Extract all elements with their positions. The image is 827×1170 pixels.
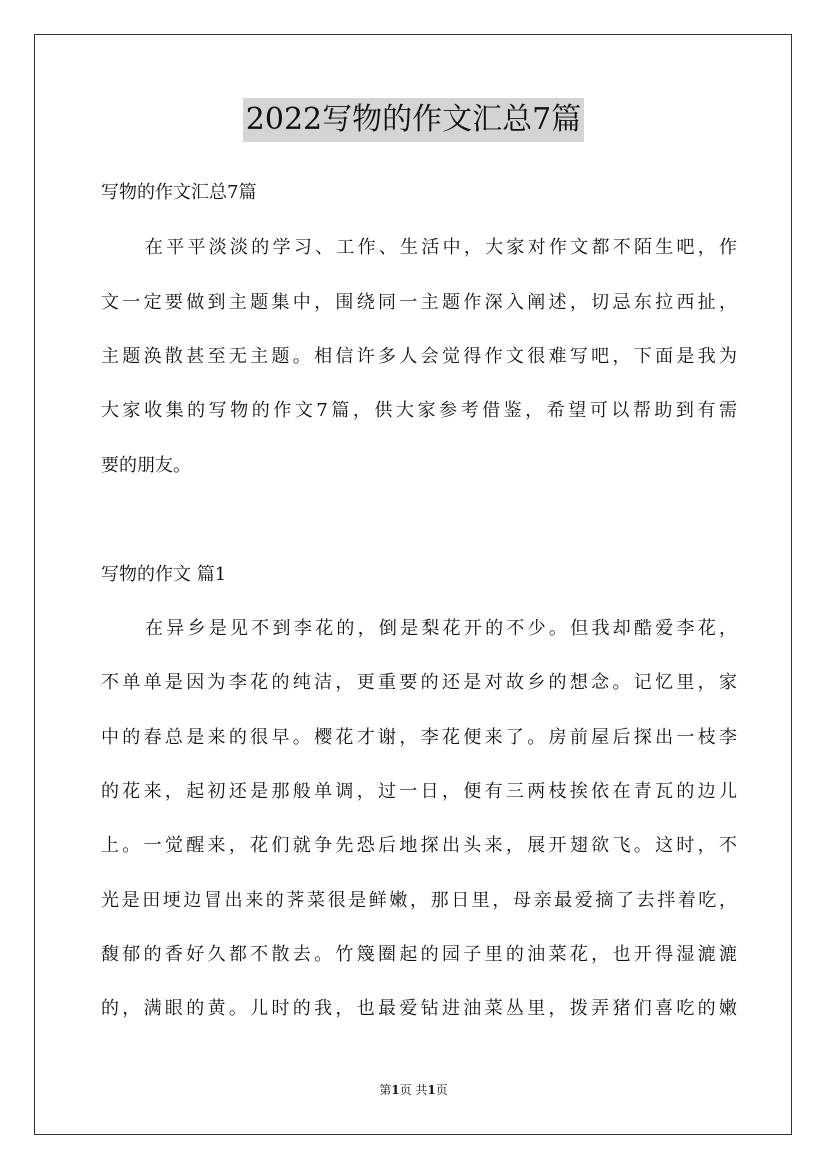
document-title: 2022写物的作文汇总7篇 bbox=[243, 98, 584, 142]
paragraph-line: 的，满眼的黄。儿时的我，也最爱钻进油菜丛里，拨弄猪们喜吃的嫩 bbox=[101, 998, 737, 1019]
document-subtitle: 写物的作文汇总7篇 bbox=[101, 182, 257, 203]
paragraph-line: 在平平淡淡的学习、工作、生活中，大家对作文都不陌生吧，作 bbox=[145, 237, 737, 258]
footer-total-pages: 1 bbox=[427, 1083, 436, 1097]
paragraph-line: 主题涣散甚至无主题。相信许多人会觉得作文很难写吧，下面是我为 bbox=[101, 346, 737, 367]
footer-current-page: 1 bbox=[391, 1083, 400, 1097]
footer-prefix: 第 bbox=[379, 1083, 392, 1097]
paragraph-line: 上。一觉醒来，花们就争先恐后地探出头来，展开翅欲飞。这时，不 bbox=[101, 835, 737, 856]
paragraph-line: 要的朋友。 bbox=[101, 455, 191, 476]
paragraph-line: 光是田埂边冒出来的荠菜很是鲜嫩，那日里，母亲最爱摘了去拌着吃， bbox=[101, 890, 737, 911]
paragraph-line: 的花来，起初还是那般单调，过一日，便有三两枝挨依在青瓦的边儿 bbox=[101, 781, 737, 802]
paragraph-line: 馥郁的香好久都不散去。竹篾圈起的园子里的油菜花，也开得湿漉漉 bbox=[101, 944, 737, 965]
footer-middle: 页 共 bbox=[399, 1083, 428, 1097]
paragraph-line: 大家收集的写物的作文7篇，供大家参考借鉴，希望可以帮助到有需 bbox=[101, 400, 737, 421]
paragraph-line: 中的春总是来的很早。樱花才谢，李花便来了。房前屋后探出一枝李 bbox=[101, 727, 737, 748]
title-block bbox=[0, 98, 827, 142]
section-heading: 写物的作文 篇1 bbox=[101, 564, 227, 585]
paragraph-line: 在异乡是见不到李花的，倒是梨花开的不少。但我却酷爱李花， bbox=[145, 618, 737, 639]
paragraph-line: 文一定要做到主题集中，围绕同一主题作深入阐述，切忌东拉西扯， bbox=[101, 292, 737, 313]
paragraph-line: 不单单是因为李花的纯洁，更重要的还是对故乡的想念。记忆里，家 bbox=[101, 672, 737, 693]
footer-suffix: 页 bbox=[435, 1083, 448, 1097]
page-footer bbox=[0, 1082, 827, 1098]
